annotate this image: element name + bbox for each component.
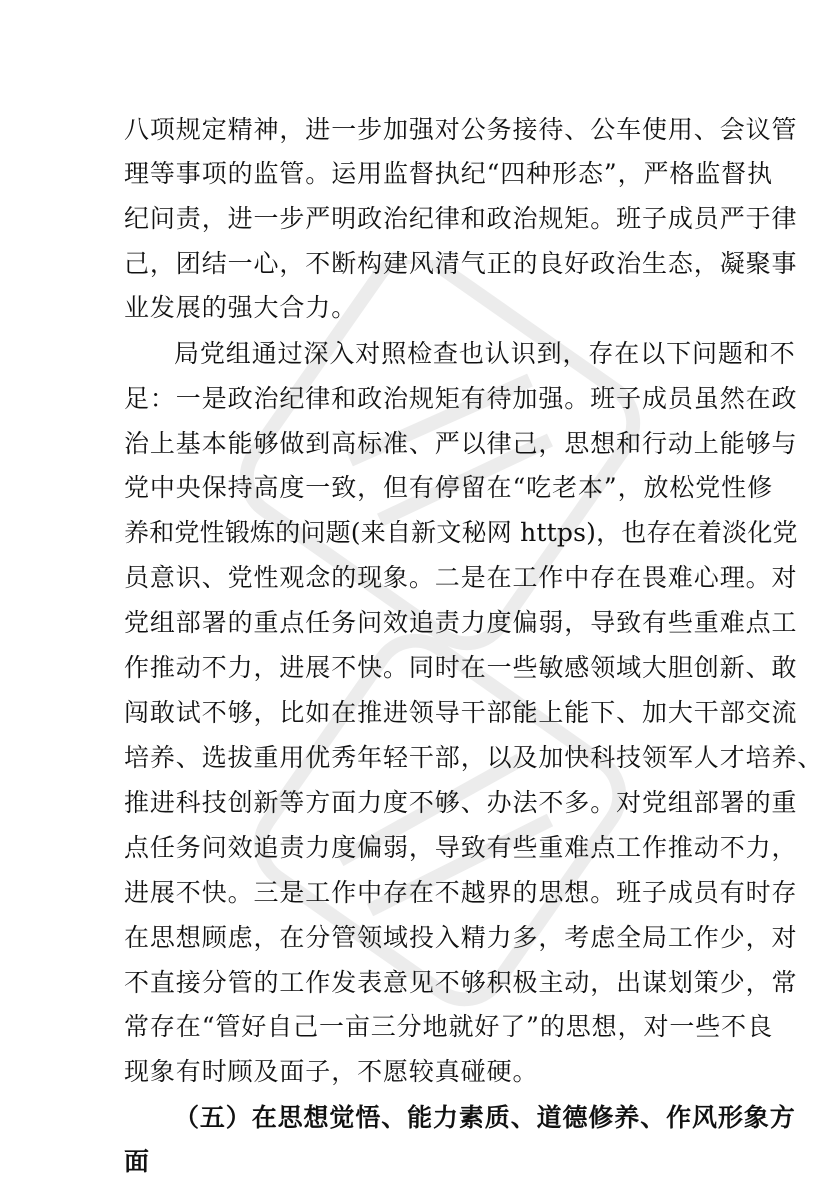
paragraph-first-line: 局党组通过深入对照检查也认识到，存在以下问题和不 [174, 339, 796, 368]
body-line: 业发展的强大合力。 [124, 293, 358, 322]
section-heading: （五）在思想觉悟、能力素质、道德修养、作风形象方 [174, 1103, 796, 1132]
body-line: 员意识、党性观念的现象。二是在工作中存在畏难心理。对 [124, 563, 798, 592]
body-line: 进展不快。三是工作中存在不越界的思想。班子成员有时存 [124, 878, 798, 907]
body-line: 养和党性锻炼的问题(来自新文秘网 https)，也存在着淡化党 [124, 518, 798, 547]
body-line: 推进科技创新等方面力度不够、办法不多。对党组部署的重 [124, 788, 798, 817]
body-line: 现象有时顾及面子，不愿较真碰硬。 [124, 1057, 539, 1086]
body-line: 在思想顾虑，在分管领域投入精力多，考虑全局工作少，对 [124, 923, 798, 952]
body-line: 作推动不力，进展不快。同时在一些敏感领域大胆创新、敢 [124, 653, 798, 682]
body-line: 不直接分管的工作发表意见不够积极主动，出谋划策少，常 [124, 968, 798, 997]
body-line: 治上基本能够做到高标准、严以律己，思想和行动上能够与 [124, 429, 798, 458]
section-heading-continued: 面 [124, 1147, 150, 1176]
body-line: 己，团结一心，不断构建风清气正的良好政治生态，凝聚事 [124, 249, 798, 278]
body-line: 党中央保持高度一致，但有停留在“吃老本”，放松党性修 [124, 473, 773, 502]
body-line: 八项规定精神，进一步加强对公务接待、公车使用、会议管 [124, 115, 798, 144]
body-line: 党组部署的重点任务问效追责力度偏弱，导致有些重难点工 [124, 608, 798, 637]
body-line: 培养、选拔重用优秀年轻干部，以及加快科技领军人才培养、 [124, 743, 824, 772]
body-line: 点任务问效追责力度偏弱，导致有些重难点工作推动不力， [124, 833, 798, 862]
body-line: 理等事项的监管。运用监督执纪“四种形态”，严格监督执 [124, 159, 773, 188]
body-line: 纪问责，进一步严明政治纪律和政治规矩。班子成员严于律 [124, 204, 798, 233]
body-line: 闯敢试不够，比如在推进领导干部能上能下、加大干部交流 [124, 698, 798, 727]
body-line: 足：一是政治纪律和政治规矩有待加强。班子成员虽然在政 [124, 384, 798, 413]
body-line: 常存在“管好自己一亩三分地就好了”的思想，对一些不良 [124, 1012, 773, 1041]
